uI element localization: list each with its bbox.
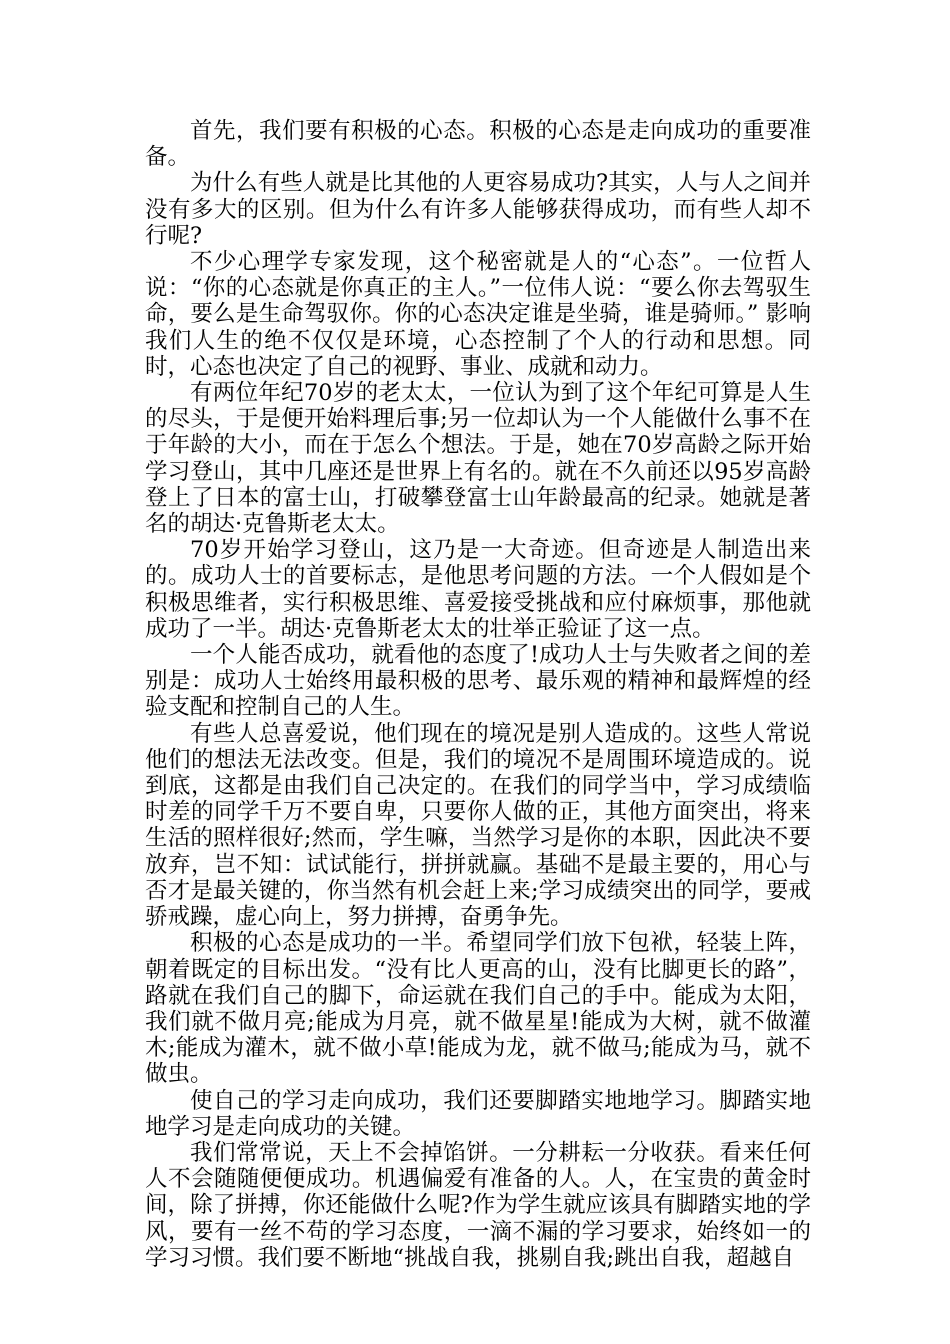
paragraph: 使自己的学习走向成功，我们还要脚踏实地地学习。脚踏实地地学习是走向成功的关键。 <box>145 1087 811 1140</box>
paragraph: 我们常常说，天上不会掉馅饼。一分耕耘一分收获。看来任何人不会随随便便成功。机遇偏爱有准备的人。人，在宝贵的黄金时间，除了拼搏，你还能做什么呢?作为学生就应该具有脚踏实地的学风，要有一丝不苟的学习态度，一滴不漏的学习要求，始终如一的学习习惯。我们要不断地“挑战自我，挑剔自我;跳出自我，超越自 <box>145 1139 811 1271</box>
document-body <box>145 118 811 1271</box>
paragraph: 积极的心态是成功的一半。希望同学们放下包袱，轻装上阵，朝着既定的目标出发。“没有比人更高的山，没有比脚更长的路”，路就在我们自己的脚下，命运就在我们自己的手中。能成为太阳，我们就不做月亮;能成为月亮，就不做星星!能成为大树，就不做灌木;能成为灌木，就不做小草!能成为龙，就不做马;能成为马，就不做虫。 <box>145 930 811 1088</box>
paragraph: 有些人总喜爱说，他们现在的境况是别人造成的。这些人常说他们的想法无法改变。但是，我们的境况不是周围环境造成的。说到底，这都是由我们自己决定的。在我们的同学当中，学习成绩临时差的同学千万不要自卑，只要你人做的正，其他方面突出，将来生活的照样很好;然而，学生嘛，当然学习是你的本职，因此决不要放弃，岂不知：试试能行，拼拼就赢。基础不是最主要的，用心与否才是最关键的，你当然有机会赶上来;学习成绩突出的同学，要戒骄戒躁，虚心向上，努力拼搏，奋勇争先。 <box>145 720 811 931</box>
paragraph: 首先，我们要有积极的心态。积极的心态是走向成功的重要准备。 <box>145 118 811 171</box>
paragraph: 70岁开始学习登山，这乃是一大奇迹。但奇迹是人制造出来的。成功人士的首要标志，是他思考问题的方法。一个人假如是个积极思维者，实行积极思维、喜爱接受挑战和应付麻烦事，那他就成功了一半。胡达·克鲁斯老太太的壮举正验证了这一点。 <box>145 537 811 642</box>
paragraph: 一个人能否成功，就看他的态度了!成功人士与失败者之间的差别是：成功人士始终用最积极的思考、最乐观的精神和最辉煌的经验支配和控制自己的人生。 <box>145 642 811 721</box>
paragraph: 有两位年纪70岁的老太太，一位认为到了这个年纪可算是人生的尽头，于是便开始料理后事;另一位却认为一个人能做什么事不在于年龄的大小，而在于怎么个想法。于是，她在70岁高龄之际开始学习登山，其中几座还是世界上有名的。就在不久前还以95岁高龄登上了日本的富士山，打破攀登富士山年龄最高的纪录。她就是著名的胡达·克鲁斯老太太。 <box>145 380 811 538</box>
paragraph: 为什么有些人就是比其他的人更容易成功?其实，人与人之间并没有多大的区别。但为什么有许多人能够获得成功，而有些人却不行呢? <box>145 170 811 249</box>
paragraph: 不少心理学专家发现，这个秘密就是人的“心态”。一位哲人说：“你的心态就是你真正的主人。”一位伟人说：“要么你去驾驭生命，要么是生命驾驭你。你的心态决定谁是坐骑，谁是骑师。” 影响我们人生的绝不仅仅是环境，心态控制了个人的行动和思想。同时，心态也决定了自己的视野、事业、成就和动力。 <box>145 249 811 380</box>
